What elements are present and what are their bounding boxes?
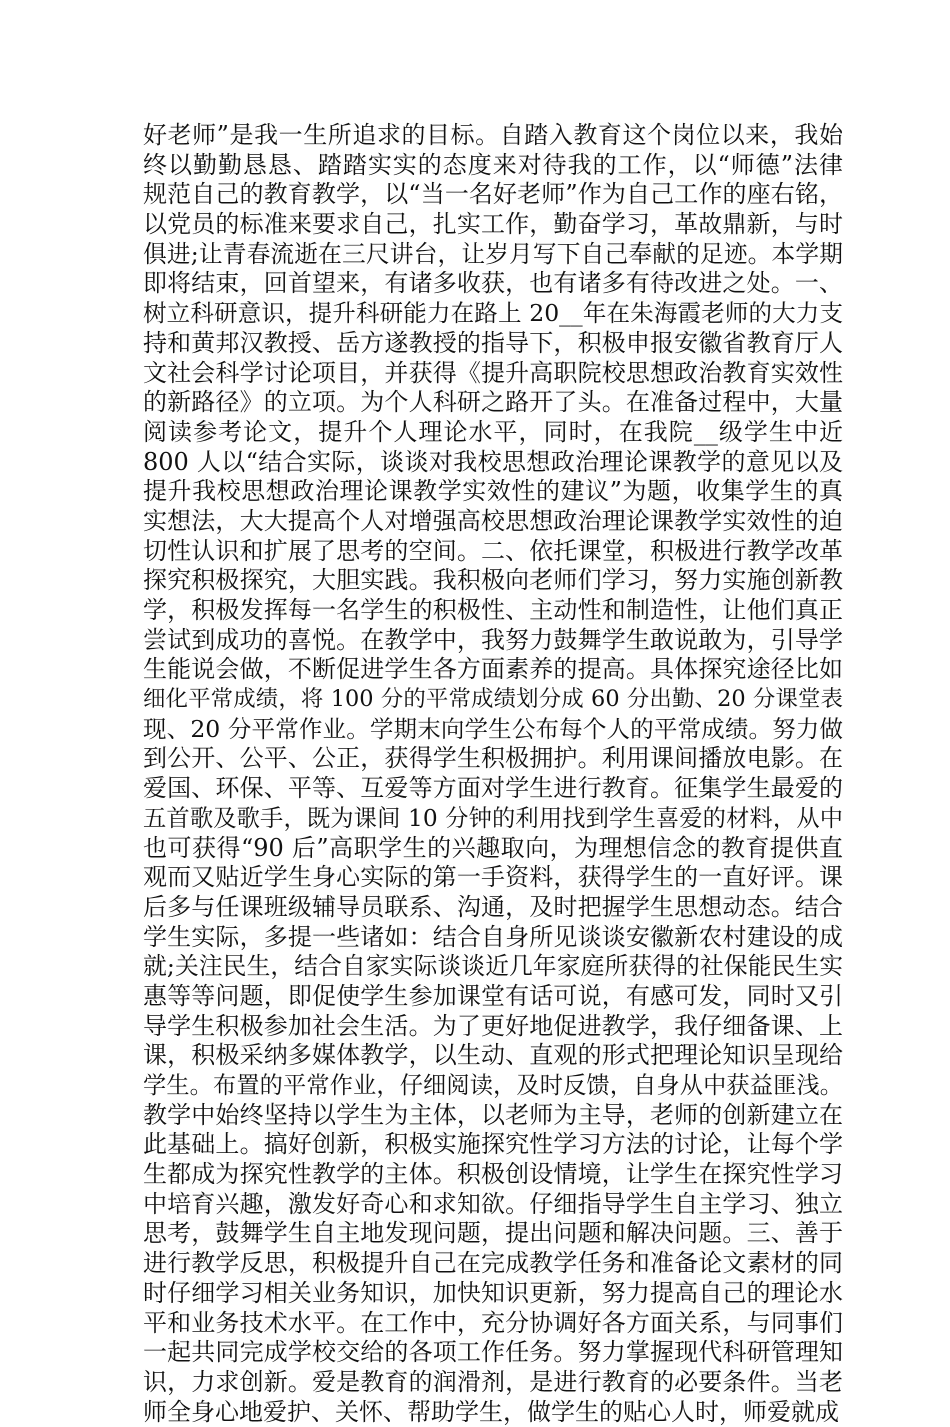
text-line: 阅读参考论文，提升个人理论水平，同时，在我院__级学生中近 bbox=[143, 417, 843, 446]
text-line: 终以勤勤恳恳、踏踏实实的态度来对待我的工作，以“师德”法律 bbox=[143, 150, 843, 179]
text-line: 提升我校思想政治理论课教学实效性的建议”为题，收集学生的真 bbox=[143, 477, 843, 506]
text-line: 学生。布置的平常作业，仔细阅读，及时反馈，自身从中获益匪浅。 bbox=[143, 1072, 843, 1099]
text-line: 规范自己的教育教学，以“当一名好老师”作为自己工作的座右铭， bbox=[143, 180, 843, 209]
text-line: 即将结束，回首望来，有诸多收获，也有诸多有待改进之处。一、 bbox=[143, 269, 843, 298]
text-line: 也可获得“90 后”高职学生的兴趣取向，为理想信念的教育提供直 bbox=[143, 833, 843, 862]
text-line: 思考，鼓舞学生自主地发现问题，提出问题和解决问题。三、善于 bbox=[143, 1219, 843, 1248]
text-line: 平和业务技术水平。在工作中，充分协调好各方面关系，与同事们 bbox=[143, 1308, 843, 1337]
text-line: 切性认识和扩展了思考的空间。二、依托课堂，积极进行教学改革 bbox=[143, 536, 843, 565]
text-line: 识，力求创新。爱是教育的润滑剂，是进行教育的必要条件。当老 bbox=[143, 1367, 843, 1396]
text-line: 爱国、环保、平等、互爱等方面对学生进行教育。征集学生最爱的 bbox=[143, 774, 843, 803]
text-line: 俱进;让青春流逝在三尺讲台，让岁月写下自己奉献的足迹。本学期 bbox=[143, 239, 843, 268]
text-line: 五首歌及歌手，既为课间 10 分钟的利用找到学生喜爱的材料，从中 bbox=[143, 804, 843, 832]
text-line: 树立科研意识，提升科研能力在路上 20__年在朱海霞老师的大力支 bbox=[143, 299, 843, 328]
text-line: 800 人以“结合实际，谈谈对我校思想政治理论课教学的意见以及 bbox=[143, 447, 843, 476]
text-line: 尝试到成功的喜悦。在教学中，我努力鼓舞学生敢说敢为，引导学 bbox=[143, 625, 843, 654]
text-line: 师全身心地爱护、关怀、帮助学生，做学生的贴心人时，师爱就成 bbox=[143, 1397, 839, 1426]
text-line: 实想法，大大提高个人对增强高校思想政治理论课教学实效性的迫 bbox=[143, 506, 843, 535]
text-line: 一起共同完成学校交给的各项工作任务。努力掌握现代科研管理知 bbox=[143, 1338, 843, 1367]
text-line: 学，积极发挥每一名学生的积极性、主动性和制造性，让他们真正 bbox=[143, 596, 843, 624]
text-line: 学生实际，多提一些诸如：结合自身所见谈谈安徽新农村建设的成 bbox=[143, 922, 843, 951]
text-line: 后多与任课班级辅导员联系、沟通，及时把握学生思想动态。结合 bbox=[143, 892, 843, 921]
text-line: 文社会科学讨论项目，并获得《提升高职院校思想政治教育实效性 bbox=[143, 358, 843, 387]
text-line: 到公开、公平、公正，获得学生积极拥护。利用课间播放电影。在 bbox=[143, 744, 843, 773]
text-line: 观而又贴近学生身心实际的第一手资料，获得学生的一直好评。课 bbox=[143, 863, 843, 892]
text-line: 好老师”是我一生所追求的目标。自踏入教育这个岗位以来，我始 bbox=[143, 121, 843, 149]
text-line: 导学生积极参加社会生活。为了更好地促进教学，我仔细备课、上 bbox=[143, 1011, 843, 1040]
text-line: 时仔细学习相关业务知识，加快知识更新，努力提高自己的理论水 bbox=[143, 1278, 843, 1307]
body-text-block bbox=[143, 121, 843, 1427]
text-line: 惠等等问题，即促使学生参加课堂有话可说，有感可发，同时又引 bbox=[143, 981, 843, 1010]
text-line: 生能说会做，不断促进学生各方面素养的提高。具体探究途径比如 bbox=[143, 655, 843, 684]
text-line: 就;关注民生，结合自家实际谈谈近几年家庭所获得的社保能民生实 bbox=[143, 952, 843, 981]
text-line: 的新路径》的立项。为个人科研之路开了头。在准备过程中，大量 bbox=[143, 388, 843, 417]
text-line: 以党员的标准来要求自己，扎实工作，勤奋学习，革故鼎新，与时 bbox=[143, 210, 843, 239]
text-line: 进行教学反思，积极提升自己在完成教学任务和准备论文素材的同 bbox=[143, 1249, 843, 1278]
text-line: 课，积极采纳多媒体教学，以生动、直观的形式把理论知识呈现给 bbox=[143, 1041, 843, 1070]
text-line: 持和黄邦汉教授、岳方遂教授的指导下，积极申报安徽省教育厅人 bbox=[143, 328, 843, 357]
text-line: 生都成为探究性教学的主体。积极创设情境，让学生在探究性学习 bbox=[143, 1160, 843, 1189]
text-line: 探究积极探究，大胆实践。我积极向老师们学习，努力实施创新教 bbox=[143, 566, 843, 595]
text-line: 教学中始终坚持以学生为主体，以老师为主导，老师的创新建立在 bbox=[143, 1100, 843, 1129]
text-line: 细化平常成绩，将 100 分的平常成绩划分成 60 分出勤、20 分课堂表 bbox=[143, 686, 843, 713]
text-line: 现、20 分平常作业。学期末向学生公布每个人的平常成绩。努力做 bbox=[143, 714, 843, 743]
text-line: 此基础上。搞好创新，积极实施探究性学习方法的讨论，让每个学 bbox=[143, 1130, 843, 1159]
text-line: 中培育兴趣，激发好奇心和求知欲。仔细指导学生自主学习、独立 bbox=[143, 1189, 843, 1218]
